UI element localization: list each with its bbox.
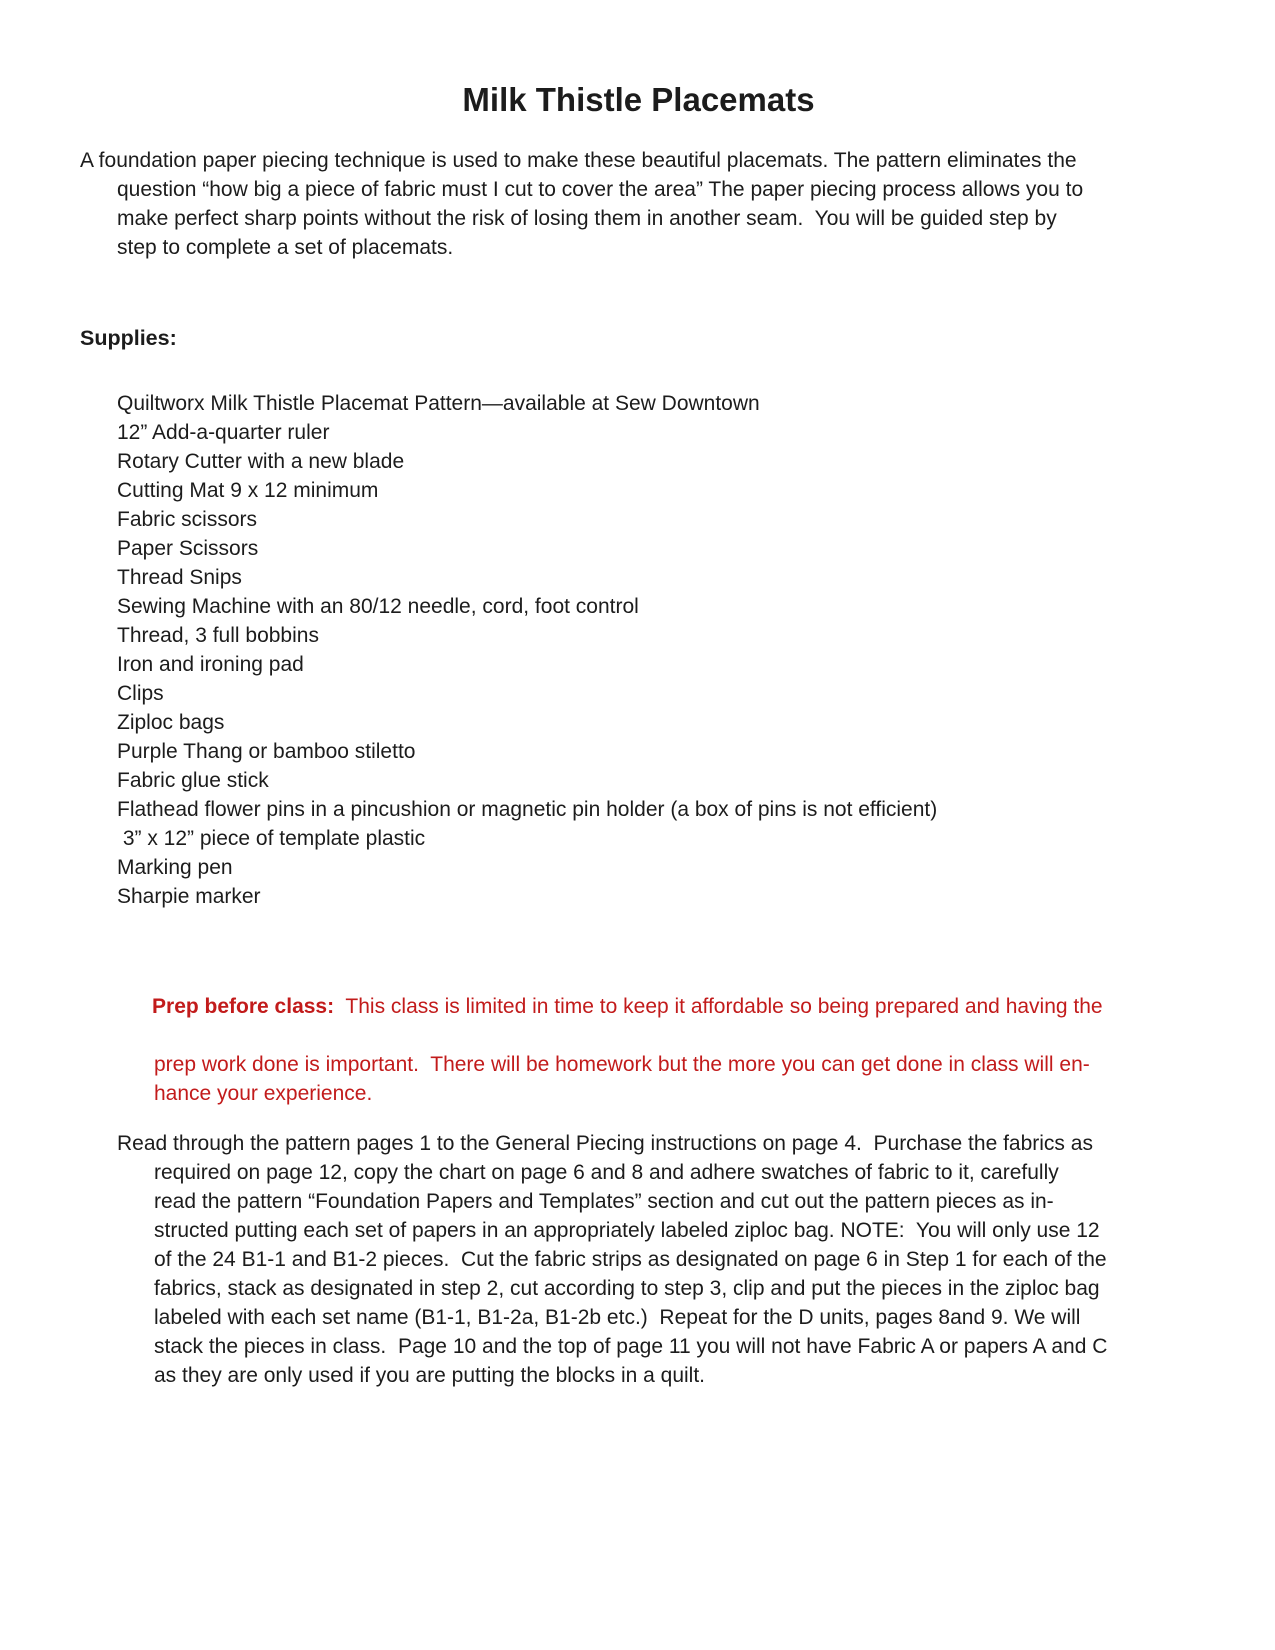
supply-item: Paper Scissors: [117, 537, 259, 560]
supply-item: Sewing Machine with an 80/12 needle, cord, foot control: [117, 595, 639, 618]
instructions-line: labeled with each set name (B1-1, B1-2a, B1-2b etc.) Repeat for the D units, pages 8and 9. We will: [154, 1306, 1081, 1329]
intro-paragraph: [80, 146, 1197, 262]
supply-item: Purple Thang or bamboo stiletto: [117, 740, 416, 763]
supply-item: Rotary Cutter with a new blade: [117, 450, 405, 473]
prep-note-line: hance your experience.: [154, 1082, 373, 1105]
instructions-line: fabrics, stack as designated in step 2, cut according to step 3, clip and put the pieces in the ziploc bag: [154, 1277, 1100, 1300]
supply-item: Quiltworx Milk Thistle Placemat Pattern—available at Sew Downtown: [117, 392, 760, 415]
supply-item: Fabric scissors: [117, 508, 258, 531]
supply-item: Fabric glue stick: [117, 769, 269, 792]
supply-item: 3” x 12” piece of template plastic: [117, 827, 426, 850]
instructions-line: Read through the pattern pages 1 to the General Piecing instructions on page 4. Purchase the fabrics as: [117, 1132, 1093, 1155]
page-title: Milk Thistle Placemats: [462, 81, 815, 118]
intro-line: A foundation paper piecing technique is used to make these beautiful placemats. The pattern eliminates the: [80, 149, 1077, 172]
prep-note-first-line: [117, 963, 1197, 1050]
supply-item: Iron and ironing pad: [117, 653, 304, 676]
supply-item: Ziploc bags: [117, 711, 225, 734]
supply-item: 12” Add-a-quarter ruler: [117, 421, 330, 444]
instructions-line: as they are only used if you are putting the blocks in a quilt.: [154, 1364, 705, 1387]
instructions-line: structed putting each set of papers in an appropriately labeled ziploc bag. NOTE: You will only use 12: [154, 1219, 1100, 1242]
instructions-line: read the pattern “Foundation Papers and Templates” section and cut out the pattern pieces as in-: [154, 1190, 1054, 1213]
supply-item: Thread Snips: [117, 566, 242, 589]
intro-line: question “how big a piece of fabric must I cut to cover the area” The paper piecing process allows you to: [117, 178, 1084, 201]
supply-item: Clips: [117, 682, 164, 705]
prep-note-continuation: [117, 1050, 1197, 1108]
instructions-line: stack the pieces in class. Page 10 and the top of page 11 you will not have Fabric A or papers A and C: [154, 1335, 1108, 1358]
intro-line: step to complete a set of placemats.: [117, 236, 454, 259]
supply-item: Sharpie marker: [117, 885, 261, 908]
instructions-paragraph: [117, 1129, 1197, 1390]
supply-item: Thread, 3 full bobbins: [117, 624, 319, 647]
prep-note-first-line-text: This class is limited in time to keep it affordable so being prepared and having the: [334, 995, 1103, 1018]
instructions-line: required on page 12, copy the chart on page 6 and 8 and adhere swatches of fabric to it, carefully: [154, 1161, 1059, 1184]
prep-note-line: prep work done is important. There will be homework but the more you can get done in class will en-: [154, 1053, 1090, 1076]
supply-item: Flathead flower pins in a pincushion or magnetic pin holder (a box of pins is not efficient): [117, 798, 938, 821]
supply-item: Cutting Mat 9 x 12 minimum: [117, 479, 379, 502]
supply-item: Marking pen: [117, 856, 233, 879]
instructions-line: of the 24 B1-1 and B1-2 pieces. Cut the fabric strips as designated on page 6 in Step 1 for each of the: [154, 1248, 1107, 1271]
intro-line: make perfect sharp points without the risk of losing them in another seam. You will be guided step by: [117, 207, 1057, 230]
supplies-list: [117, 389, 1197, 911]
prep-note-paragraph: [117, 963, 1197, 1108]
supplies-heading: Supplies:: [80, 326, 177, 350]
prep-note-lead: Prep before class:: [152, 995, 335, 1018]
